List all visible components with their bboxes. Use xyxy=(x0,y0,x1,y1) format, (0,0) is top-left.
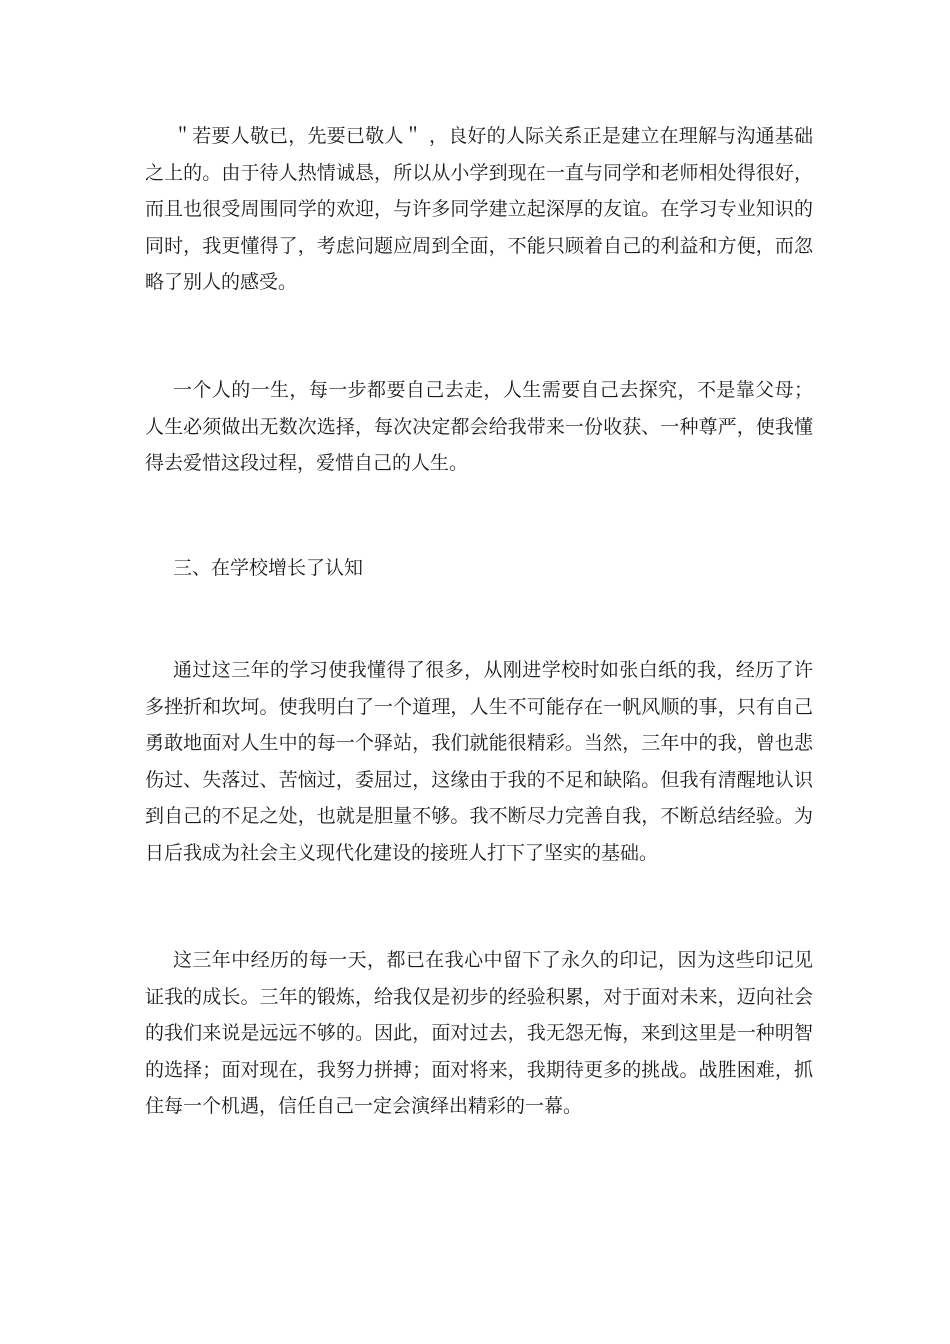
paragraph-three-years-study: 通过这三年的学习使我懂得了很多，从刚进学校时如张白纸的我，经历了许多挫折和坎坷。使我明白了一个道理，人生不可能存在一帆风顺的事，只有自己勇敢地面对人生中的每一个驿站，我们就能很精彩。当然，三年中的我，曾也悲伤过、失落过、苦恼过，委屈过，这缘由于我的不足和缺陷。但我有清醒地认识到自己的不足之处，也就是胆量不够。我不断尽力完善自我，不断总结经验。为日后我成为社会主义现代化建设的接班人打下了坚实的基础。 xyxy=(145,659,813,864)
paragraph-growth-reflection: 这三年中经历的每一天，都已在我心中留下了永久的印记，因为这些印记见证我的成长。三年的锻炼，给我仅是初步的经验积累，对于面对未来，迈向社会的我们来说是远远不够的。因此，面对过去，我无怨无悔，来到这里是一种明智的选择；面对现在，我努力拼搏；面对将来，我期待更多的挑战。战胜困难，抓住每一个机遇，信任自己一定会演绎出精彩的一幕。 xyxy=(145,949,813,1117)
paragraph-life-choices: 一个人的一生，每一步都要自己去走，人生需要自己去探究，不是靠父母；人生必须做出无数次选择，每次决定都会给我带来一份收获、一种尊严，使我懂得去爱惜这段过程，爱惜自己的人生。 xyxy=(145,379,813,474)
paragraph-interpersonal: ＂若要人敬已，先要已敬人＂ ，良好的人际关系正是建立在理解与沟通基础之上的。由于待人热情诚恳，所以从小学到现在一直与同学和老师相处得很好，而且也很受周围同学的欢迎，与许多同学建立起深厚的友谊。在学习专业知识的同时，我更懂得了，考虑问题应周到全面，不能只顾着自己的利益和方便，而忽略了别人的感受。 xyxy=(145,125,813,293)
section-heading: 三、在学校增长了认知 xyxy=(173,557,364,579)
